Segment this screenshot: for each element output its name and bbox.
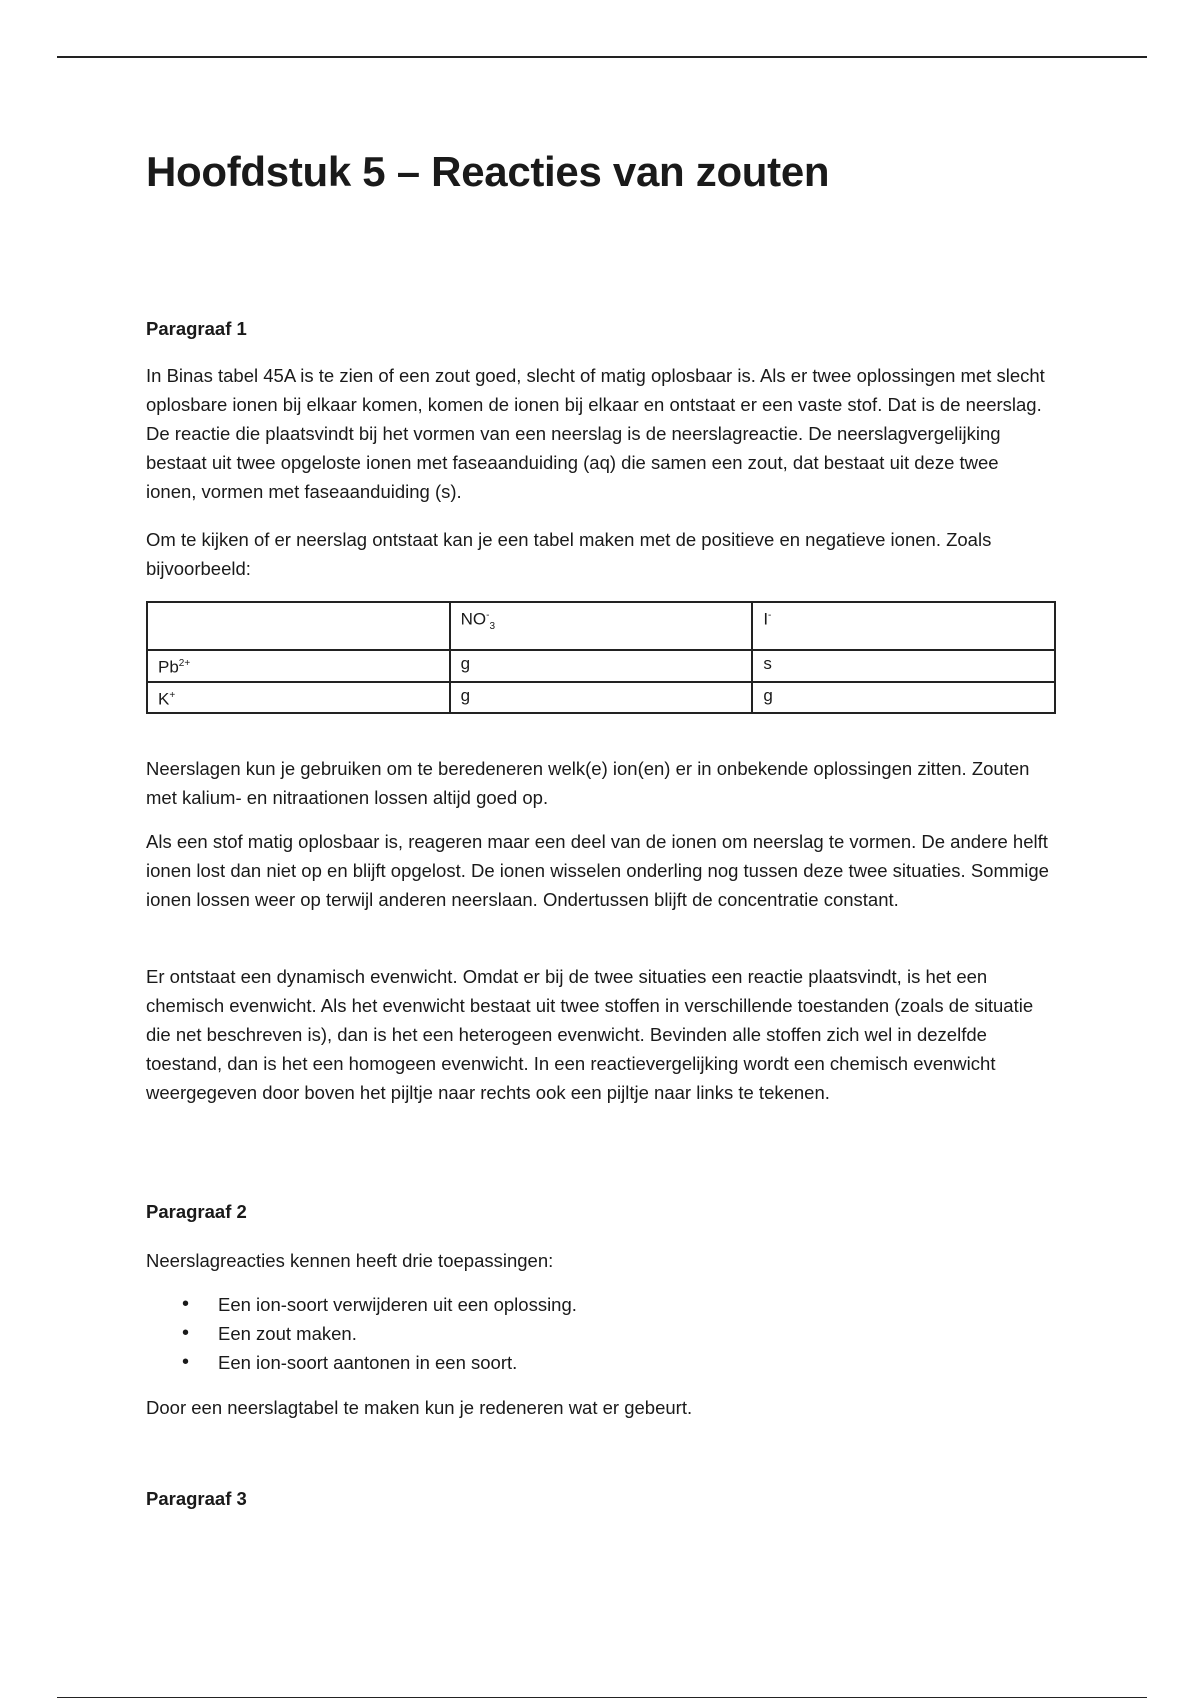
table-header-iodide: I- — [752, 602, 1055, 650]
page-bottom-rule — [57, 1697, 1147, 1698]
list-item: • Een zout maken. — [146, 1319, 577, 1348]
section1-paragraph-5: Er ontstaat een dynamisch evenwicht. Omdat er bij de twee situaties een reactie plaatsvindt, is het een chemisch evenwicht. Als het evenwicht bestaat uit twee stoffen in verschillende toestanden (zoals de situatie die net beschreven is), dan is het een heterogeen evenwicht. Bevinden alle stoffen zich wel in dezelfde toestand, dan is het een homogeen evenwicht. In een reactievergelijking wordt een chemisch evenwicht weergegeven door boven het pijltje naar rechts ook een pijltje naar links te tekenen. — [146, 966, 1034, 1103]
section2-intro: Neerslagreacties kennen heeft drie toepassingen: — [146, 1250, 554, 1271]
table-row — [147, 650, 1055, 682]
page-top-rule — [57, 56, 1147, 58]
section1-paragraph-1: In Binas tabel 45A is te zien of een zout goed, slecht of matig oplosbaar is. Als er twee oplossingen met slecht oplosbare ionen bij elkaar komen, komen de ionen bij elkaar en ontstaat er een vaste stof. Dat is de neerslag. De reactie die plaatsvindt bij het vormen van een neerslag is de neerslagreactie. De neerslagvergelijking bestaat uit twee opgeloste ionen met faseaanduiding (aq) die samen een zout, dat bestaat uit deze twee ionen, vormen met faseaanduiding (s). — [146, 365, 1045, 502]
table-cell: g — [450, 650, 753, 682]
section-heading-paragraaf-2: Paragraaf 2 — [146, 1201, 247, 1222]
ion-solubility-table — [146, 601, 1056, 714]
section-heading-paragraaf-3: Paragraaf 3 — [146, 1488, 247, 1509]
table-row-ion: $Pb^{2+}$ — [147, 650, 450, 682]
section2-outro: Door een neerslagtabel te maken kun je redeneren wat er gebeurt. — [146, 1397, 693, 1418]
list-item: • Een ion-soort aantonen in een soort. — [146, 1348, 577, 1377]
document-title: Hoofdstuk 5 – Reacties van zouten — [146, 148, 830, 195]
table-cell: s — [752, 650, 1055, 682]
applications-list — [146, 1290, 577, 1377]
list-item: • Een ion-soort verwijderen uit een oplossing. — [146, 1290, 577, 1319]
section1-paragraph-3: Neerslagen kun je gebruiken om te beredeneren welk(e) ion(en) er in onbekende oplossingen zitten. Zouten met kalium- en nitraationen lossen altijd goed op. — [146, 758, 1030, 808]
section1-paragraph-2: Om te kijken of er neerslag ontstaat kan je een tabel maken met de positieve en negatieve ionen. Zoals bijvoorbeeld: — [146, 529, 992, 579]
bullet-icon: • — [182, 1293, 190, 1315]
table-row-ion: K+ — [147, 682, 450, 714]
table-corner-cell — [147, 602, 450, 650]
bullet-icon: • — [182, 1322, 190, 1344]
table-cell: g — [752, 682, 1055, 714]
bullet-icon: • — [182, 1351, 190, 1373]
section1-paragraph-4: Als een stof matig oplosbaar is, reageren maar een deel van de ionen om neerslag te vormen. De andere helft ionen lost dan niet op en blijft opgelost. De ionen wisselen onderling nog tussen deze twee situaties. Sommige ionen lossen weer op terwijl anderen neerslaan. Ondertussen blijft de concentratie constant. — [146, 831, 1049, 910]
section-heading-paragraaf-1: Paragraaf 1 — [146, 318, 247, 339]
table-header-nitrate: $NO^-_3$ — [450, 602, 753, 650]
table-header-row — [147, 602, 1055, 650]
table-row — [147, 682, 1055, 714]
table-cell: g — [450, 682, 753, 714]
